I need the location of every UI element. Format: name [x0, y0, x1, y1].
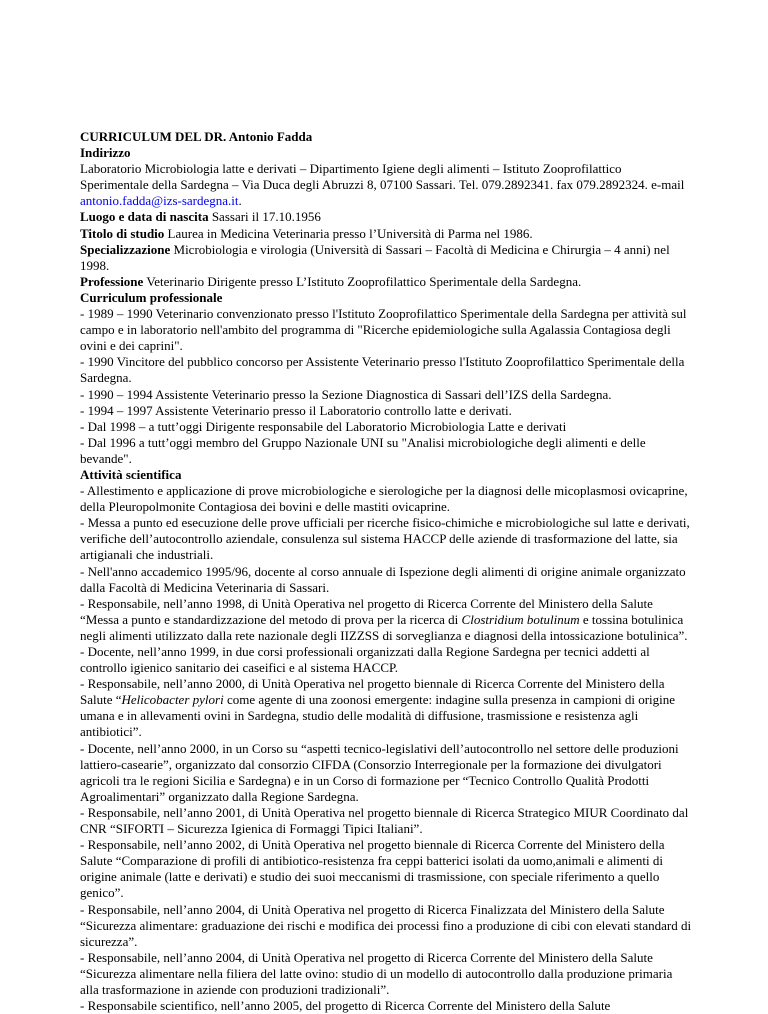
career-item: - 1994 – 1997 Assistente Veterinario presso il Laboratorio controllo latte e derivati.: [80, 402, 512, 418]
address-text: Laboratorio Microbiologia latte e derivati – Dipartimento Igiene degli alimenti – Istituto Zooprofilattico Sperimentale della Sardegna – Via Duca degli Abruzzi 8, 07100 Sassari. Tel. 079.2892341. fax 079.2892324. e-mail: [80, 161, 685, 193]
profession-value: Veterinario Dirigente presso L’Istituto Zooprofilattico Sperimentale della Sardegna.: [143, 273, 582, 289]
career-item: - Dal 1996 a tutt’oggi membro del Gruppo Nazionale UNI su "Analisi microbiologiche degli alimenti e delle bevande".: [80, 434, 646, 466]
science-item-text: - Responsabile, nell’anno 1998, di Unità Operativa nel progetto di Ricerca Corrente del Ministero della Salute “Messa a punto e standardizzazione del metodo di prova per la ricerca di: [80, 595, 653, 627]
science-item: - Docente, nell’anno 1999, in due corsi professionali organizzati dalla Regione Sardegna per tecnici addetti al controllo igienico sanitario dei caseifici e al sistema HACCP.: [80, 644, 650, 676]
specialization-value: Microbiologia e virologia (Università di Sassari – Facoltà di Medicina e Chirurgia – 4 anni) nel 1998.: [80, 241, 670, 273]
specialization-line: [80, 242, 692, 274]
specialization-label: Specializzazione: [80, 241, 171, 257]
birth-line: [80, 209, 692, 225]
address-paragraph: [80, 161, 692, 209]
science-item: - Nell'anno accademico 1995/96, docente al corso annuale di Ispezione degli alimenti di origine animale organizzato dalla Facoltà di Medicina Veterinaria di Sassari.: [80, 563, 686, 595]
birth-label: Luogo e data di nascita: [80, 209, 209, 225]
science-item: - Allestimento e applicazione di prove microbiologiche e sierologiche per la diagnosi delle micoplasmosi ovicaprine, della Pleuropolmonite Contagiosa dei bovini e delle mastiti ovicaprine.: [80, 483, 688, 515]
career-item: - 1989 – 1990 Veterinario convenzionato presso l'Istituto Zooprofilattico Sperimentale della Sardegna per attività sul campo e in laboratorio nell'ambito del programma di "Ricerche epidemiologiche sulla Agalassia Contagiosa degli ovini e dei caprini".: [80, 306, 687, 354]
science-item: - Docente, nell’anno 2000, in un Corso su “aspetti tecnico-legislativi dell’autocontrollo nel settore delle produzioni lattiero-casearie”, organizzato dal consorzio CIFDA (Consorzio Interregionale per la formazione dei divulgatori agricoli tra le regioni Sicilia e Sardegna) e in un Corso di formazione per “Tecnico Controllo Qualità Prodotti Agroalimentari” organizzato dalla Regione Sardegna.: [80, 740, 679, 804]
species-name: Clostridium botulinum: [461, 611, 580, 627]
profession-line: [80, 274, 692, 290]
career-heading: Curriculum professionale: [80, 289, 223, 305]
study-line: [80, 226, 692, 242]
science-item-text: - Responsabile, nell’anno 2000, di Unità Operativa nel progetto biennale di Ricerca Corrente del Ministero della Salute “: [80, 676, 665, 708]
species-name: Helicobacter pylori: [121, 692, 224, 708]
career-item: - Dal 1998 – a tutt’oggi Dirigente responsabile del Laboratorio Microbiologia Latte e derivati: [80, 418, 567, 434]
science-item: [80, 676, 692, 740]
science-item: - Responsabile, nell’anno 2004, di Unità Operativa nel progetto di Ricerca Corrente del Ministero della Salute “Sicurezza alimentare nella filiera del latte ovino: studio di un modello di autocontrollo dalla produzione primaria alla trasformazione in aziende con produzioni tradizionali”.: [80, 949, 673, 997]
science-item-text: come agente di una zoonosi emergente: indagine sulla presenza in campioni di origine umana e in allevamenti ovini in Sardegna, studio delle modalità di diffusione, trasmissione e resistenza agli antibiotici”.: [80, 692, 676, 740]
birth-value: Sassari il 17.10.1956: [208, 209, 321, 225]
science-item: - Responsabile, nell’anno 2002, di Unità Operativa nel progetto biennale di Ricerca Corrente del Ministero della Salute “Comparazione di profili di antibiotico-resistenza fra ceppi batterici isolati da uomo,animali e alimenti di origine animale (latte e derivati) e studio dei suoi meccanismi di trasmissione, con speciale riferimento a quello genico”.: [80, 837, 665, 901]
study-label: Titolo di studio: [80, 225, 165, 241]
science-item: - Responsabile, nell’anno 2004, di Unità Operativa nel progetto di Ricerca Finalizzata del Ministero della Salute “Sicurezza alimentare: graduazione dei rischi e modifica dei processi fino a produzione di cibi con elevati standard di sicurezza”.: [80, 901, 692, 949]
career-item: - 1990 Vincitore del pubblico concorso per Assistente Veterinario presso l'Istituto Zooprofilattico Sperimentale della Sardegna.: [80, 354, 685, 386]
science-item: [80, 596, 692, 644]
profession-label: Professione: [80, 273, 144, 289]
career-item: - 1990 – 1994 Assistente Veterinario presso la Sezione Diagnostica di Sassari dell’IZS della Sardegna.: [80, 386, 612, 402]
study-value: Laurea in Medicina Veterinaria presso l’Università di Parma nel 1986.: [164, 225, 533, 241]
science-item: - Responsabile scientifico, nell’anno 2005, del progetto di Ricerca Corrente del Ministero della Salute: [80, 998, 611, 1014]
science-item-text: e tossina botulinica negli alimenti utilizzato dalla rete nazionale degli IIZZSS di sorveglianza e diagnosi della intossicazione botulinica”.: [80, 611, 688, 643]
science-item: - Messa a punto ed esecuzione delle prove ufficiali per ricerche fisico-chimiche e microbiologiche sul latte e derivati, verifiche dell’autocontrollo aziendale, consulenza sul sistema HACCP delle aziende di trasformazione del latte, sia artigianali che industriali.: [80, 515, 690, 563]
cv-document: [80, 129, 692, 1014]
address-heading: Indirizzo: [80, 145, 131, 161]
address-end: .: [238, 193, 242, 209]
email-link[interactable]: antonio.fadda@izs-sardegna.it: [80, 193, 239, 209]
science-item: - Responsabile, nell’anno 2001, di Unità Operativa nel progetto biennale di Ricerca Strategico MIUR Coordinato dal CNR “SIFORTI – Sicurezza Igienica di Formaggi Tipici Italiani”.: [80, 804, 689, 837]
science-heading: Attività scientifica: [80, 466, 182, 482]
document-title: CURRICULUM DEL DR. Antonio Fadda: [80, 129, 313, 144]
